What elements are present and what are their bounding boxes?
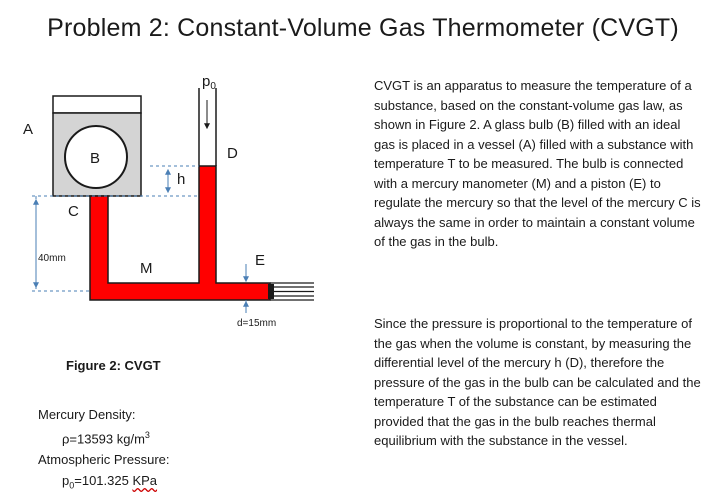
pressure-value: $p_0=101.325$ KPa: [62, 473, 158, 491]
vessel-lid: [53, 96, 141, 113]
page-title: Problem 2: Constant-Volume Gas Thermometer (CVGT): [47, 14, 679, 42]
label-40mm: 40mm: [38, 253, 66, 264]
density-label: Mercury Density:: [38, 407, 136, 422]
pressure-label: Atmospheric Pressure:: [38, 452, 170, 468]
label-d: D: [227, 145, 238, 162]
label-e: E: [255, 252, 266, 269]
label-h: h: [177, 171, 186, 188]
label-b: B: [90, 150, 101, 167]
label-p0: $p_0$: [202, 73, 216, 92]
figure-caption: Figure 2: CVGT: [66, 358, 161, 373]
description-paragraph-2: Since the pressure is proportional to the temperature of the gas when the volume is constant, by measuring the differential level of the mercury h (D), therefore the pressure of the gas in the bulb can be calculated and the temperature T of the substance can be estimated provided that the gas in the bulb reaches thermal equilibrium with the substance in the vessel.: [374, 316, 701, 448]
label-a: A: [23, 121, 34, 138]
properties-block: [38, 404, 170, 497]
description-paragraph-1: CVGT is an apparatus to measure the temperature of a substance, based on the constant-volume gas law, as shown in Figure 2. A glass bulb (B) filled with an ideal gas is placed in a vessel (A) filled with a substance with temperature T to be measured. The bulb is connected with a mercury manometer (M) and a piston (E) to regulate the mercury so that the level of the mercury C is always the same in order to maintain a constant volume of the gas in the bulb.: [374, 78, 701, 249]
label-m: M: [140, 260, 153, 277]
label-diameter: d=15mm: [237, 318, 277, 329]
label-c: C: [68, 203, 79, 220]
density-value: ρ=13593 $kg/m^3$: [62, 430, 150, 447]
piston-e: [268, 284, 274, 299]
